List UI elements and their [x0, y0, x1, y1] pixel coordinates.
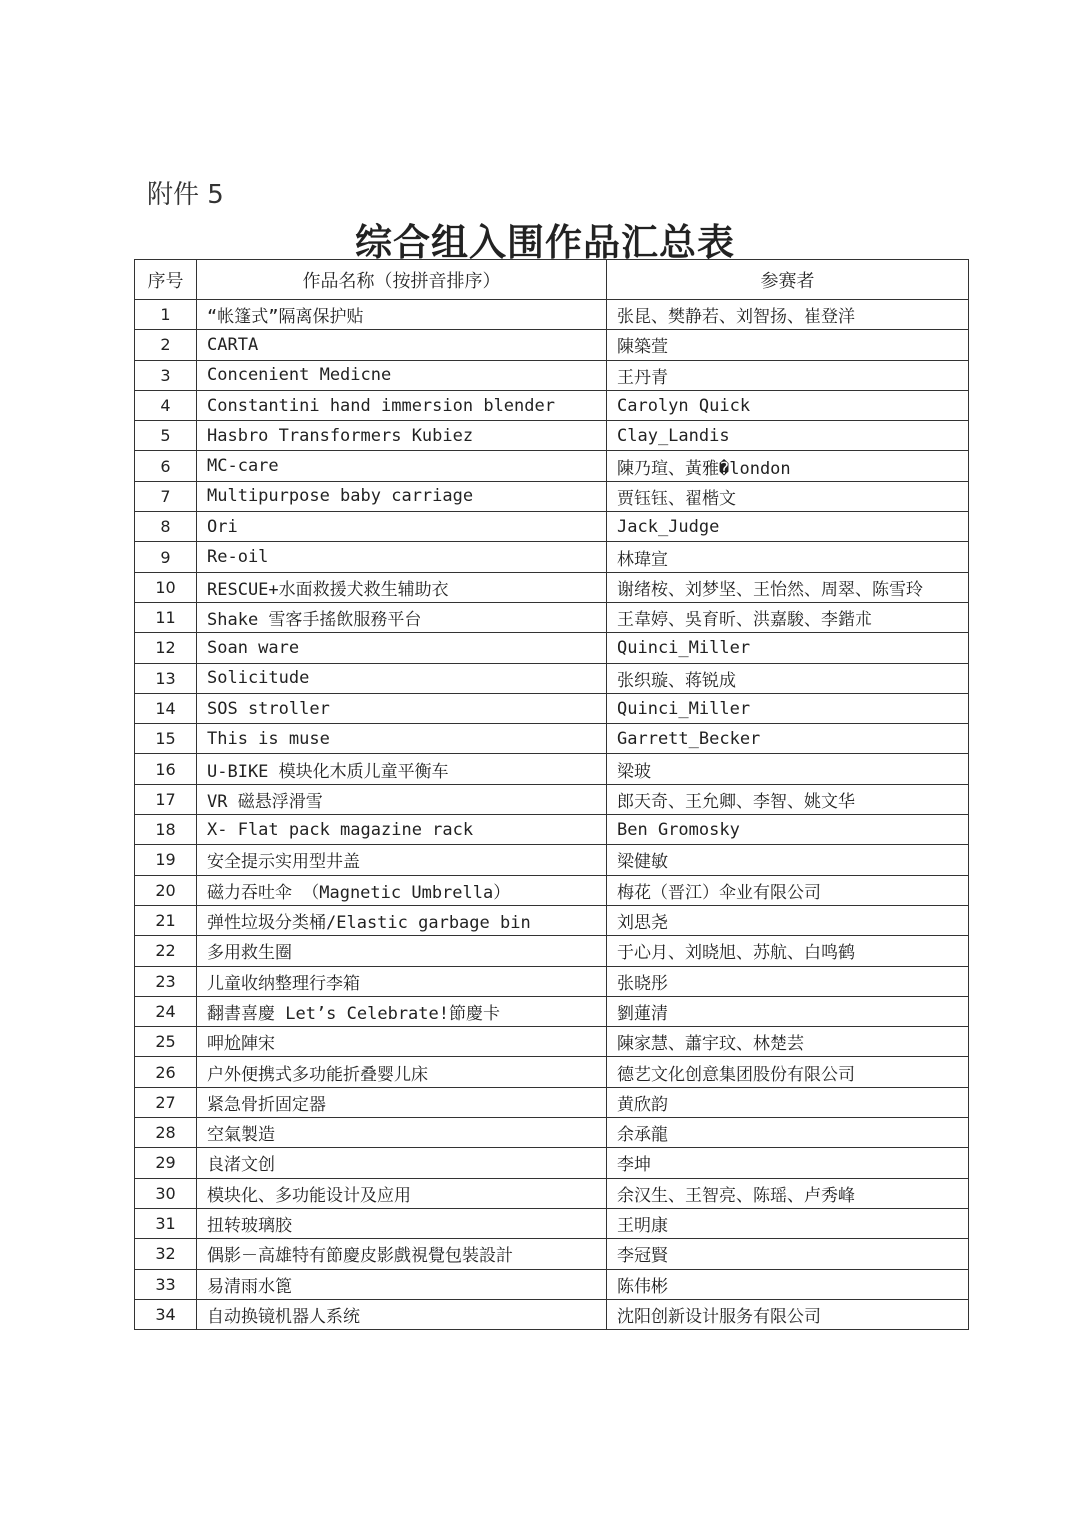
row-index: 25 — [135, 1027, 197, 1057]
row-index: 2 — [135, 330, 197, 360]
row-index: 34 — [135, 1299, 197, 1329]
participants: Jack_Judge — [607, 512, 969, 542]
participants: 贾钰钰、翟楷文 — [607, 481, 969, 511]
participants: 张织璇、蒋锐成 — [607, 663, 969, 693]
table-row — [135, 663, 969, 693]
header-work-name: 作品名称（按拼音排序） — [197, 260, 607, 300]
participants: 谢绪桉、刘梦坚、王怡然、周翠、陈雪玲 — [607, 572, 969, 602]
participants: 德艺文化创意集团股份有限公司 — [607, 1057, 969, 1087]
participants: 李坤 — [607, 1148, 969, 1178]
table-row — [135, 815, 969, 845]
participants: 郎天奇、王允卿、李智、姚文华 — [607, 784, 969, 814]
document-title: 综合组入围作品汇总表 — [355, 220, 735, 264]
row-index: 9 — [135, 542, 197, 572]
attachment-label: 附件 5 — [147, 180, 224, 210]
row-index: 8 — [135, 512, 197, 542]
work-name: RESCUE+水面救援犬救生辅助衣 — [197, 572, 607, 602]
row-index: 7 — [135, 481, 197, 511]
work-name: This is muse — [197, 724, 607, 754]
table-row — [135, 1057, 969, 1087]
row-index: 21 — [135, 905, 197, 935]
work-name: SOS stroller — [197, 693, 607, 723]
work-name: CARTA — [197, 330, 607, 360]
work-name: X- Flat pack magazine rack — [197, 815, 607, 845]
participants: Quinci_Miller — [607, 693, 969, 723]
table-row — [135, 1087, 969, 1117]
row-index: 32 — [135, 1239, 197, 1269]
table-row — [135, 693, 969, 723]
participants: 余汉生、王智亮、陈瑶、卢秀峰 — [607, 1178, 969, 1208]
row-index: 20 — [135, 875, 197, 905]
row-index: 3 — [135, 360, 197, 390]
work-name: 易清雨水篦 — [197, 1269, 607, 1299]
row-index: 26 — [135, 1057, 197, 1087]
table-row — [135, 1299, 969, 1329]
table-row — [135, 451, 969, 481]
table-header-row — [135, 260, 969, 300]
header-participants: 参赛者 — [607, 260, 969, 300]
row-index: 30 — [135, 1178, 197, 1208]
row-index: 27 — [135, 1087, 197, 1117]
participants: 余承龍 — [607, 1118, 969, 1148]
table-row — [135, 905, 969, 935]
work-name: Multipurpose baby carriage — [197, 481, 607, 511]
participants: 刘思尧 — [607, 905, 969, 935]
participants: 王明康 — [607, 1208, 969, 1238]
participants: 劉蓮清 — [607, 996, 969, 1026]
row-index: 17 — [135, 784, 197, 814]
table-row — [135, 633, 969, 663]
table-row — [135, 784, 969, 814]
work-name: 磁力吞吐伞 （Magnetic Umbrella） — [197, 875, 607, 905]
table-row — [135, 512, 969, 542]
participants: Carolyn Quick — [607, 390, 969, 420]
table-row — [135, 300, 969, 330]
row-index: 29 — [135, 1148, 197, 1178]
participants: 梅花（晋江）伞业有限公司 — [607, 875, 969, 905]
work-name: U-BIKE 模块化木质儿童平衡车 — [197, 754, 607, 784]
table-row — [135, 330, 969, 360]
participants: 陳乃瑄、黃雅�london — [607, 451, 969, 481]
participants: 王韋婷、吳育昕、洪嘉駿、李鍇朮 — [607, 602, 969, 632]
work-name: 紧急骨折固定器 — [197, 1087, 607, 1117]
table-row — [135, 481, 969, 511]
participants: 张晓彤 — [607, 966, 969, 996]
row-index: 10 — [135, 572, 197, 602]
participants: 于心月、刘晓旭、苏航、白鸣鹤 — [607, 936, 969, 966]
table-row — [135, 754, 969, 784]
row-index: 22 — [135, 936, 197, 966]
work-name: 呷尬陣宋 — [197, 1027, 607, 1057]
participants: 王丹青 — [607, 360, 969, 390]
participants: Garrett_Becker — [607, 724, 969, 754]
work-name: Ori — [197, 512, 607, 542]
work-name: 自动换镜机器人系统 — [197, 1299, 607, 1329]
work-name: 安全提示实用型井盖 — [197, 845, 607, 875]
entries-table — [134, 259, 969, 1330]
table-row — [135, 421, 969, 451]
row-index: 23 — [135, 966, 197, 996]
work-name: MC-care — [197, 451, 607, 481]
participants: 梁健敏 — [607, 845, 969, 875]
work-name: 弹性垃圾分类桶/Elastic garbage bin — [197, 905, 607, 935]
work-name: 翻書喜慶 Let’s Celebrate!節慶卡 — [197, 996, 607, 1026]
header-index: 序号 — [135, 260, 197, 300]
row-index: 1 — [135, 300, 197, 330]
work-name: 偶影－高雄特有節慶皮影戲視覺包裝設計 — [197, 1239, 607, 1269]
work-name: Soan ware — [197, 633, 607, 663]
participants: 李冠賢 — [607, 1239, 969, 1269]
work-name: 儿童收纳整理行李箱 — [197, 966, 607, 996]
work-name: 多用救生圈 — [197, 936, 607, 966]
table-row — [135, 966, 969, 996]
work-name: 良渚文创 — [197, 1148, 607, 1178]
row-index: 15 — [135, 724, 197, 754]
participants: 林瑋宣 — [607, 542, 969, 572]
row-index: 4 — [135, 390, 197, 420]
table-row — [135, 1269, 969, 1299]
work-name: Concenient Medicne — [197, 360, 607, 390]
participants: Clay_Landis — [607, 421, 969, 451]
participants: 张昆、樊静若、刘智扬、崔登洋 — [607, 300, 969, 330]
participants: Quinci_Miller — [607, 633, 969, 663]
work-name: 扭转玻璃胶 — [197, 1208, 607, 1238]
row-index: 5 — [135, 421, 197, 451]
row-index: 19 — [135, 845, 197, 875]
work-name: VR 磁悬浮滑雪 — [197, 784, 607, 814]
table-row — [135, 875, 969, 905]
participants: 黄欣韵 — [607, 1087, 969, 1117]
table-row — [135, 1148, 969, 1178]
table-row — [135, 1118, 969, 1148]
work-name: 模块化、多功能设计及应用 — [197, 1178, 607, 1208]
row-index: 13 — [135, 663, 197, 693]
participants: Ben Gromosky — [607, 815, 969, 845]
work-name: Shake 雪客手搖飲服務平台 — [197, 602, 607, 632]
row-index: 33 — [135, 1269, 197, 1299]
table-row — [135, 602, 969, 632]
work-name: Solicitude — [197, 663, 607, 693]
work-name: Hasbro Transformers Kubiez — [197, 421, 607, 451]
table-row — [135, 845, 969, 875]
participants: 陈伟彬 — [607, 1269, 969, 1299]
work-name: “帐篷式”隔离保护贴 — [197, 300, 607, 330]
work-name: 户外便携式多功能折叠婴儿床 — [197, 1057, 607, 1087]
participants: 沈阳创新设计服务有限公司 — [607, 1299, 969, 1329]
table-row — [135, 1027, 969, 1057]
row-index: 14 — [135, 693, 197, 723]
table-row — [135, 1239, 969, 1269]
participants: 梁玻 — [607, 754, 969, 784]
row-index: 18 — [135, 815, 197, 845]
row-index: 6 — [135, 451, 197, 481]
table-row — [135, 1208, 969, 1238]
row-index: 12 — [135, 633, 197, 663]
table-row — [135, 1178, 969, 1208]
work-name: 空氣製造 — [197, 1118, 607, 1148]
table-row — [135, 542, 969, 572]
work-name: Re-oil — [197, 542, 607, 572]
table-row — [135, 360, 969, 390]
participants: 陳家慧、蕭宇玟、林楚芸 — [607, 1027, 969, 1057]
participants: 陳築萱 — [607, 330, 969, 360]
row-index: 16 — [135, 754, 197, 784]
row-index: 24 — [135, 996, 197, 1026]
work-name: Constantini hand immersion blender — [197, 390, 607, 420]
table-row — [135, 390, 969, 420]
table-row — [135, 572, 969, 602]
row-index: 28 — [135, 1118, 197, 1148]
table-row — [135, 724, 969, 754]
row-index: 31 — [135, 1208, 197, 1238]
table-row — [135, 996, 969, 1026]
table-row — [135, 936, 969, 966]
row-index: 11 — [135, 602, 197, 632]
